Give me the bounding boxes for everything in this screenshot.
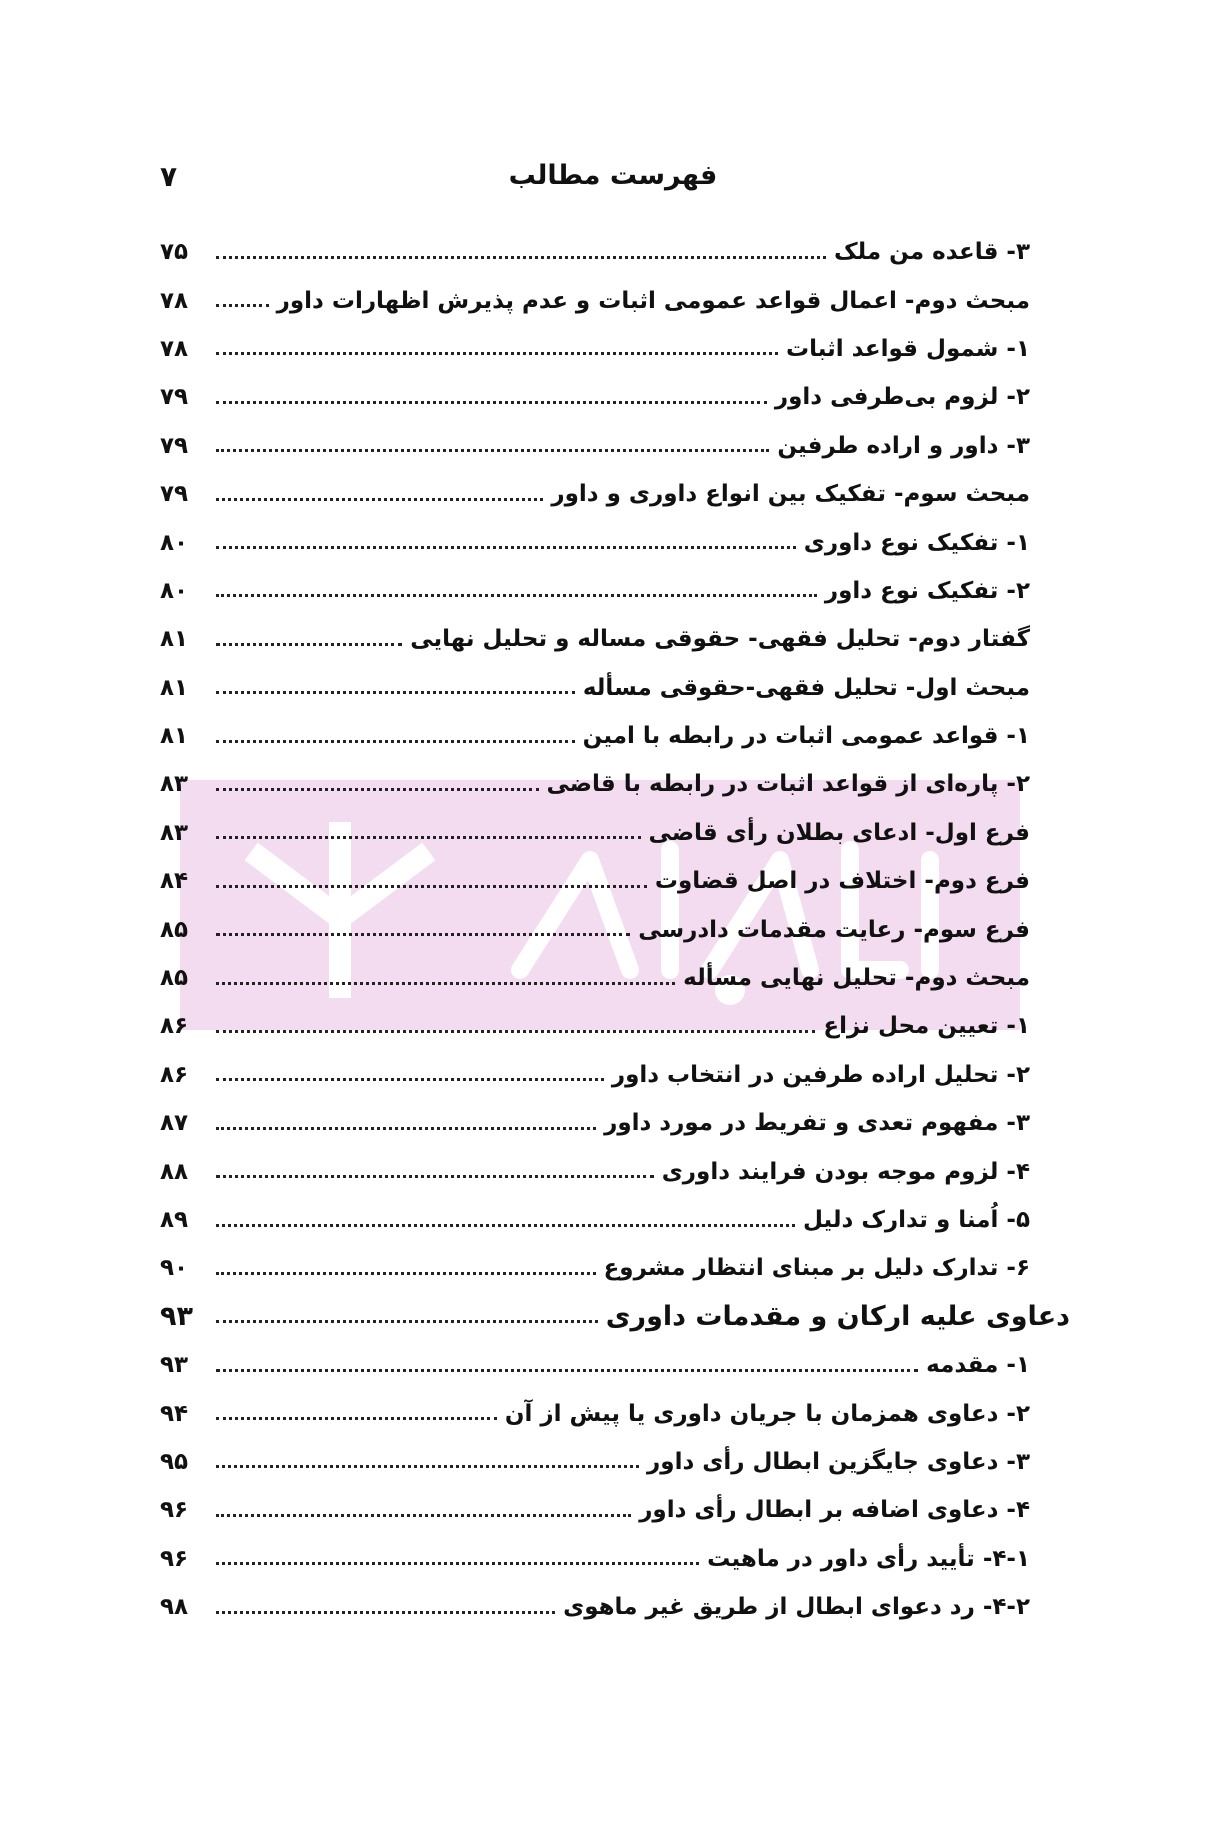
toc-entry xyxy=(160,1244,1030,1292)
toc-leader-dots xyxy=(216,1078,604,1081)
toc-entry-title: ۳- مفهوم تعدی و تفریط در مورد داور xyxy=(604,1110,1030,1137)
toc-entry-title: ۴- لزوم موجه بودن فرایند داوری xyxy=(661,1158,1030,1185)
toc-entry xyxy=(160,1002,1030,1050)
toc-leader-dots xyxy=(216,1611,555,1614)
toc-entry-page: ۸۴ xyxy=(160,868,189,895)
toc-entry-title: ۱- تفکیک نوع داوری xyxy=(803,529,1030,556)
toc-entry xyxy=(160,1196,1030,1244)
toc-leader-dots xyxy=(216,546,796,549)
toc-entry-page: ۸۷ xyxy=(160,1110,189,1137)
toc-entry-page: ۸۳ xyxy=(160,819,189,846)
toc-entry xyxy=(160,1147,1030,1195)
toc-entry xyxy=(160,325,1030,373)
toc-entry-page: ۷۸ xyxy=(160,287,189,314)
page-title: فهرست مطالب xyxy=(508,160,718,191)
toc-entry xyxy=(160,664,1030,712)
toc-entry-title: ۵- اُمنا و تدارک دلیل xyxy=(802,1207,1030,1233)
toc-entry-page: ۸۶ xyxy=(160,1061,189,1088)
toc-entry xyxy=(160,276,1030,324)
toc-entry-title: ۱- قواعد عمومی اثبات در رابطه با امین xyxy=(582,723,1030,750)
toc-entry-title: مبحث سوم- تفکیک بین انواع داوری و داور xyxy=(551,481,1030,508)
toc-entry-page: ۹۵ xyxy=(160,1448,189,1475)
toc-leader-dots xyxy=(216,885,647,888)
toc-leader-dots xyxy=(216,449,769,452)
toc-entry xyxy=(160,228,1030,276)
toc-entry-page: ۹۳ xyxy=(160,1352,189,1379)
toc-entry xyxy=(160,567,1030,615)
toc-entry-page: ۸۱ xyxy=(160,723,189,750)
toc-entry xyxy=(160,905,1030,953)
toc-leader-dots xyxy=(216,1127,596,1130)
toc-leader-dots xyxy=(216,1224,795,1227)
toc-entry-page: ۸۰ xyxy=(160,529,189,556)
toc-entry-page: ۷۹ xyxy=(160,481,189,508)
toc-entry-page: ۸۵ xyxy=(160,965,189,992)
toc-leader-dots xyxy=(216,1030,815,1033)
toc-entry xyxy=(160,857,1030,905)
toc-entry-title: ۱- شمول قواعد اثبات xyxy=(785,335,1030,362)
toc-entry-page: ۹۶ xyxy=(160,1497,189,1524)
toc-entry-page: ۹۰ xyxy=(160,1255,189,1282)
toc-leader-dots xyxy=(216,740,575,743)
toc-entry-title: ۱- مقدمه xyxy=(926,1352,1030,1379)
toc-entry-title: دعاوی علیه ارکان و مقدمات داوری xyxy=(605,1301,1070,1333)
toc-leader-dots xyxy=(216,1320,598,1323)
toc-leader-dots xyxy=(216,352,778,355)
toc-entry-title: فرع دوم- اختلاف در اصل قضاوت xyxy=(654,868,1030,895)
toc-leader-dots xyxy=(216,691,575,694)
toc-leader-dots xyxy=(216,594,817,597)
toc-entry xyxy=(160,760,1030,808)
toc-entry xyxy=(160,809,1030,857)
toc-entry xyxy=(160,1341,1030,1389)
toc-entry-title: ۱- تعیین محل نزاع xyxy=(823,1013,1030,1040)
toc-entry-title: ۲- تحلیل اراده طرفین در انتخاب داور xyxy=(611,1061,1030,1088)
toc-entry-title: فرع اول- ادعای بطلان رأی قاضی xyxy=(648,819,1030,846)
toc-leader-dots xyxy=(216,788,539,791)
toc-entry-title: ۲- دعاوی همزمان با جریان داوری یا پیش از آن xyxy=(504,1400,1030,1427)
toc-leader-dots xyxy=(216,933,630,936)
toc-entry xyxy=(160,1535,1030,1583)
toc-entry-title: مبحث دوم- اعمال قواعد عمومی اثبات و عدم پذیرش اظهارات داور xyxy=(276,287,1030,314)
toc-entry-title: ۶- تدارک دلیل بر مبنای انتظار مشروع xyxy=(603,1255,1030,1282)
toc-leader-dots xyxy=(216,1417,497,1420)
toc-entry-page: ۸۰ xyxy=(160,577,189,604)
toc-leader-dots xyxy=(216,982,675,985)
toc-entry-title: ۴- دعاوی اضافه بر ابطال رأی داور xyxy=(639,1497,1030,1524)
toc-entry-page: ۸۱ xyxy=(160,626,189,653)
toc-leader-dots xyxy=(216,836,641,839)
toc-entry-page: ۹۶ xyxy=(160,1545,189,1572)
page-header xyxy=(150,160,1076,210)
toc-entry xyxy=(160,518,1030,566)
toc-entry xyxy=(160,712,1030,760)
toc-leader-dots xyxy=(216,304,269,307)
toc-entry-title: فرع سوم- رعایت مقدمات دادرسی xyxy=(638,916,1030,943)
toc-entry-page: ۹۸ xyxy=(160,1594,189,1621)
toc-leader-dots xyxy=(216,1514,631,1517)
toc-entry xyxy=(160,1293,1070,1341)
toc-entry-page: ۷۵ xyxy=(160,239,189,266)
toc-entry xyxy=(160,1583,1030,1631)
toc-entry-page: ۹۴ xyxy=(160,1400,189,1427)
toc-entry-page: ۸۶ xyxy=(160,1013,189,1040)
toc-entry xyxy=(160,615,1030,663)
toc-entry-title: مبحث دوم- تحلیل نهایی مسأله xyxy=(683,965,1030,992)
toc-entry xyxy=(160,470,1030,518)
toc-leader-dots xyxy=(216,1272,596,1275)
toc-entry-page: ۸۵ xyxy=(160,916,189,943)
table-of-contents xyxy=(160,228,1070,1631)
toc-entry-page: ۸۳ xyxy=(160,771,189,798)
toc-entry xyxy=(160,422,1030,470)
toc-entry-title: ۲- پاره‌ای از قواعد اثبات در رابطه با قاضی xyxy=(546,771,1030,798)
toc-leader-dots xyxy=(216,1562,699,1565)
toc-leader-dots xyxy=(216,643,402,646)
toc-entry xyxy=(160,1389,1030,1437)
toc-leader-dots xyxy=(216,401,767,404)
toc-leader-dots xyxy=(216,498,543,501)
toc-entry-page: ۹۳ xyxy=(160,1301,193,1333)
toc-entry-page: ۸۹ xyxy=(160,1207,189,1233)
toc-entry-page: ۸۸ xyxy=(160,1158,189,1185)
toc-entry-title: ۲- لزوم بی‌طرفی داور xyxy=(774,384,1030,411)
toc-entry xyxy=(160,1486,1030,1534)
toc-entry xyxy=(160,373,1030,421)
toc-entry-title: ۳- قاعده من ملک xyxy=(833,239,1030,266)
toc-leader-dots xyxy=(216,256,826,259)
toc-entry-title: ۳- داور و اراده طرفین xyxy=(777,432,1030,459)
toc-entry-title: گفتار دوم- تحلیل فقهی- حقوقی مساله و تحلیل نهایی xyxy=(410,626,1030,653)
toc-leader-dots xyxy=(216,1175,654,1178)
toc-entry xyxy=(160,1051,1030,1099)
toc-entry-page: ۷۸ xyxy=(160,335,189,362)
page-number: ۷ xyxy=(160,160,178,193)
toc-entry-page: ۷۹ xyxy=(160,432,189,459)
toc-entry xyxy=(160,954,1030,1002)
toc-entry-title: ۴-۱- تأیید رأی داور در ماهیت xyxy=(707,1545,1030,1572)
toc-entry-title: مبحث اول- تحلیل فقهی-حقوقی مسأله xyxy=(582,674,1030,701)
toc-entry-title: ۴-۲- رد دعوای ابطال از طریق غیر ماهوی xyxy=(563,1594,1030,1621)
toc-entry xyxy=(160,1438,1030,1486)
toc-leader-dots xyxy=(216,1465,639,1468)
toc-entry-page: ۷۹ xyxy=(160,384,189,411)
toc-entry xyxy=(160,1099,1030,1147)
toc-entry-title: ۳- دعاوی جایگزین ابطال رأی داور xyxy=(647,1448,1030,1475)
toc-entry-page: ۸۱ xyxy=(160,674,189,701)
toc-entry-title: ۲- تفکیک نوع داور xyxy=(824,577,1030,604)
toc-leader-dots xyxy=(216,1369,918,1372)
